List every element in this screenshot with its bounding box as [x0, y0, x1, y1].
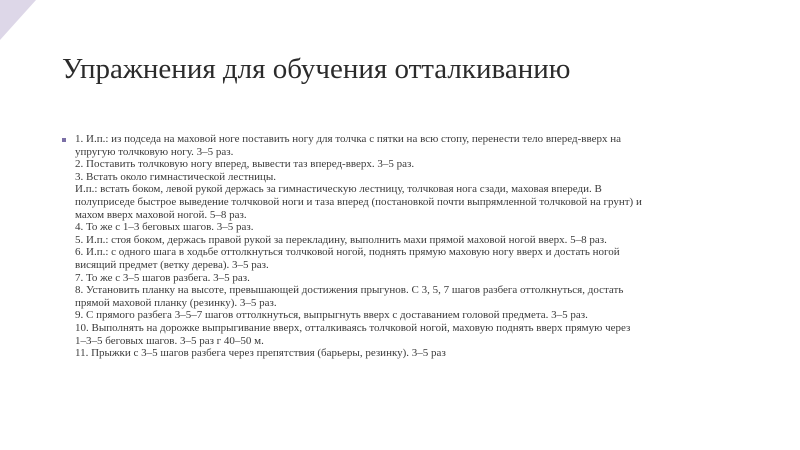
text-line: 9. С прямого разбега 3–5–7 шагов оттолкнуться, выпрыгнуть вверх с доставанием головой предмета. 3–5 раз. — [75, 309, 588, 322]
text-line: 10. Выполнять на дорожке выпрыгивание вверх, отталкиваясь толчковой ногой, маховую поднять вверх прямую через — [75, 321, 631, 334]
exercise-text — [75, 133, 725, 360]
text-line: 5. И.п.: стоя боком, держась правой рукой за перекладину, выполнить махи прямой маховой ногой вверх. 5–8 раз. — [75, 233, 607, 246]
corner-accent — [0, 0, 36, 40]
text-line: 8. Установить планку на высоте, превышающей достижения прыгунов. С 3, 5, 7 шагов разбега оттолкнуться, достать — [75, 284, 624, 297]
bullet-marker — [62, 138, 66, 142]
text-line: 2. Поставить толчковую ногу вперед, вывести таз вперед-вверх. 3–5 раз. — [75, 158, 415, 171]
text-line: 1. И.п.: из подседа на маховой ноге поставить ногу для толчка с пятки на всю стопу, перенести тело вперед-вверх на — [75, 133, 622, 145]
slide-title: Упражнения для обучения отталкиванию — [62, 53, 571, 85]
text-line: И.п.: встать боком, левой рукой держась за гимнастическую лестницу, толчковая нога сзади, маховая впереди. В — [75, 183, 602, 196]
text-line: 4. То же с 1–3 беговых шагов. 3–5 раз. — [75, 221, 254, 234]
text-line: висящий предмет (ветку дерева). 3–5 раз. — [75, 258, 269, 271]
text-line: 11. Прыжки с 3–5 шагов разбега через препятствия (барьеры, резинку). 3–5 раз — [75, 347, 446, 360]
text-line: 3. Встать около гимнастической лестницы. — [75, 170, 277, 183]
text-line: прямой маховой планку (резинку). 3–5 раз. — [75, 296, 277, 309]
text-line: 7. То же с 3–5 шагов разбега. 3–5 раз. — [75, 271, 250, 284]
text-line: 1–3–5 беговых шагов. 3–5 раз г 40–50 м. — [75, 334, 264, 347]
text-line: махом вверх маховой ногой. 5–8 раз. — [75, 208, 247, 221]
text-line: упругую толчковую ногу. 3–5 раз. — [75, 145, 234, 158]
text-line: полуприседе быстрое выведение толчковой ноги и таза вперед (постановкой почти выпрямленной толчковой на грунт) и — [75, 195, 642, 208]
text-line: 6. И.п.: с одного шага в ходьбе оттолкнуться толчковой ногой, поднять прямую маховую ногу вверх и достать ногой — [75, 246, 620, 259]
